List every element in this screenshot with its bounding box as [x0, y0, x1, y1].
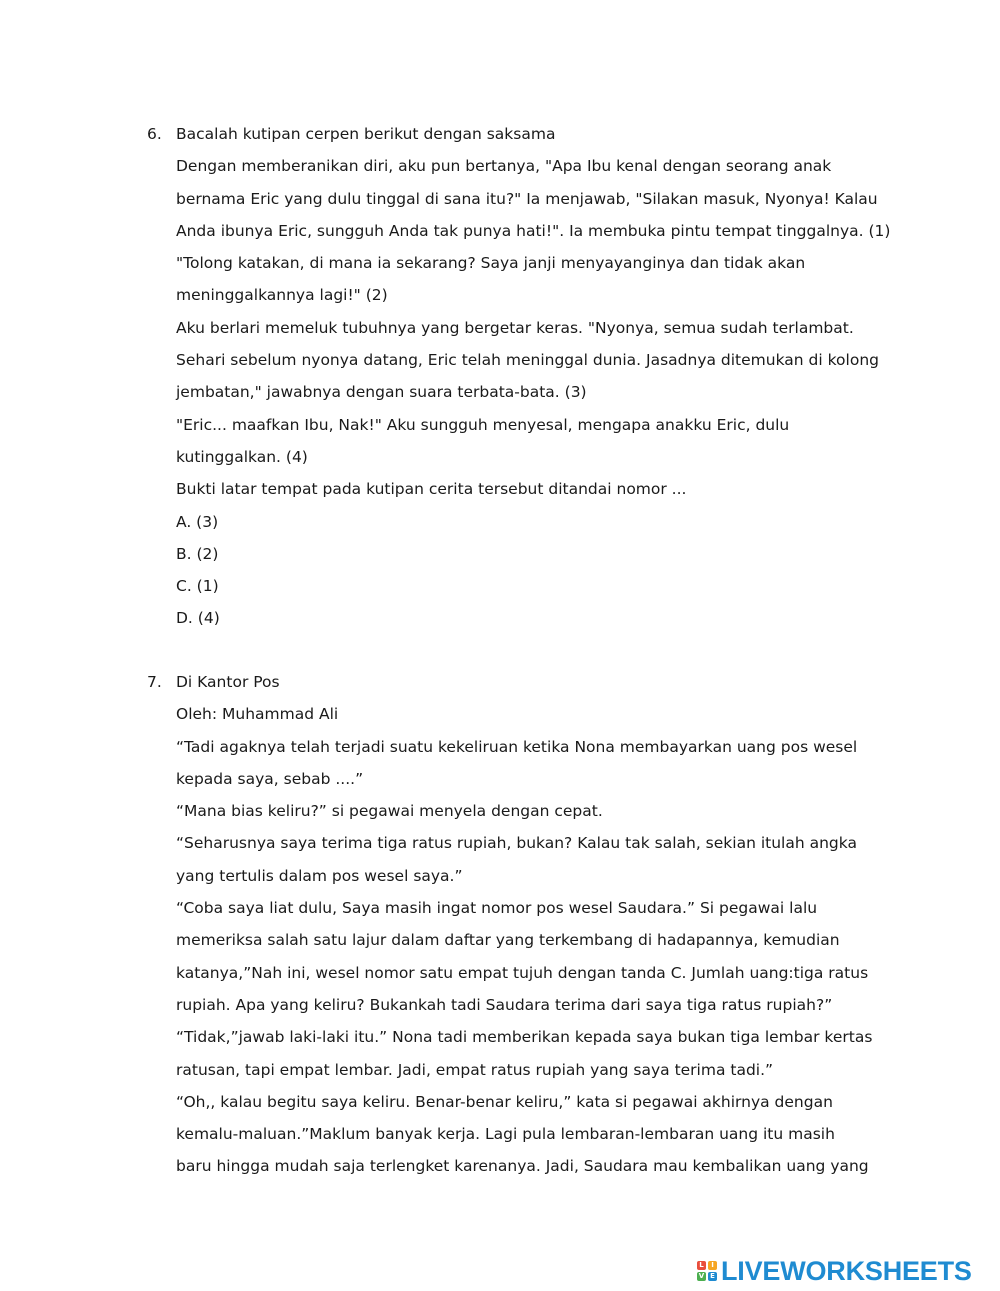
- logo-mark-tile: E: [708, 1272, 717, 1281]
- option-d[interactable]: D. (4): [176, 609, 220, 628]
- question-stem: Bukti latar tempat pada kutipan cerita tersebut ditandai nomor ...: [176, 480, 687, 499]
- question-6-body: [176, 118, 891, 635]
- option-c[interactable]: C. (1): [176, 577, 219, 596]
- logo-mark-tile: L: [697, 1261, 706, 1270]
- passage-line: jembatan," jawabnya dengan suara terbata-bata. (3): [176, 383, 587, 402]
- passage-line: Dengan memberanikan diri, aku pun bertanya, "Apa Ibu kenal dengan seorang anak: [176, 157, 832, 176]
- passage-line: kutinggalkan. (4): [176, 447, 308, 466]
- logo-mark-tile: V: [698, 1272, 705, 1280]
- logo-mark-tile: I: [708, 1261, 717, 1270]
- passage-line: baru hingga mudah saja terlengket karenanya. Jadi, Saudara mau kembalikan uang yang: [176, 1157, 869, 1176]
- option-a[interactable]: A. (3): [176, 512, 219, 531]
- passage-line: bernama Eric yang dulu tinggal di sana itu?" Ia menjawab, "Silakan masuk, Nyonya! Kalau: [176, 189, 878, 208]
- passage-line: "Tolong katakan, di mana ia sekarang? Saya janji menyayanginya dan tidak akan: [176, 254, 806, 273]
- liveworksheets-logo-mark: [697, 1261, 717, 1281]
- question-prompt: Bacalah kutipan cerpen berikut dengan saksama: [176, 125, 556, 143]
- passage-line: ratusan, tapi empat lembar. Jadi, empat ratus rupiah yang saya terima tadi.”: [176, 1060, 774, 1079]
- passage-line: katanya,”Nah ini, wesel nomor satu empat tujuh dengan tanda C. Jumlah uang:tiga ratus: [176, 963, 869, 982]
- passage-line: “Coba saya liat dulu, Saya masih ingat nomor pos wesel Saudara.” Si pegawai lalu: [176, 899, 818, 918]
- question-7: [147, 666, 887, 1183]
- question-6: [147, 118, 891, 635]
- passage-line: Anda ibunya Eric, sungguh Anda tak punya hati!". Ia membuka pintu tempat tinggalnya. (1): [176, 221, 891, 240]
- logo-text: LIVEWORKSHEETS: [721, 1255, 972, 1286]
- passage-line: “Tadi agaknya telah terjadi suatu kekeliruan ketika Nona membayarkan uang pos wesel: [176, 737, 858, 756]
- story-author: Oleh: Muhammad Ali: [176, 705, 339, 724]
- passage-line: Aku berlari memeluk tubuhnya yang bergetar keras. "Nyonya, semua sudah terlambat.: [176, 318, 854, 337]
- passage-line: memeriksa salah satu lajur dalam daftar yang terkembang di hadapannya, kemudian: [176, 931, 840, 950]
- passage-line: “Oh,, kalau begitu saya keliru. Benar-benar keliru,” kata si pegawai akhirnya dengan: [176, 1092, 833, 1111]
- passage-line: yang tertulis dalam pos wesel saya.”: [176, 866, 463, 885]
- passage-line: “Tidak,”jawab laki-laki itu.” Nona tadi memberikan kepada saya bukan tiga lembar kertas: [176, 1028, 873, 1047]
- passage-line: kepada saya, sebab ....”: [176, 769, 364, 788]
- passage-line: "Eric... maafkan Ibu, Nak!" Aku sungguh menyesal, mengapa anakku Eric, dulu: [176, 415, 790, 434]
- question-7-body: [176, 666, 887, 1183]
- question-number: 7.: [147, 673, 162, 691]
- story-title: Di Kantor Pos: [176, 673, 280, 691]
- passage-line: “Seharusnya saya terima tiga ratus rupiah, bukan? Kalau tak salah, sekian itulah angka: [176, 834, 857, 853]
- passage-line: “Mana bias keliru?” si pegawai menyela dengan cepat.: [176, 802, 603, 821]
- option-b[interactable]: B. (2): [176, 544, 219, 563]
- passage-line: meninggalkannya lagi!" (2): [176, 286, 388, 305]
- passage-line: Sehari sebelum nyonya datang, Eric telah meninggal dunia. Jasadnya ditemukan di kolong: [176, 351, 879, 370]
- passage-line: kemalu-maluan.”Maklum banyak kerja. Lagi pula lembaran-lembaran uang itu masih: [176, 1125, 835, 1144]
- question-number: 6.: [147, 125, 162, 143]
- passage-line: rupiah. Apa yang keliru? Bukankah tadi Saudara terima dari saya tiga ratus rupiah?”: [176, 995, 833, 1014]
- liveworksheets-logo: [697, 1255, 972, 1287]
